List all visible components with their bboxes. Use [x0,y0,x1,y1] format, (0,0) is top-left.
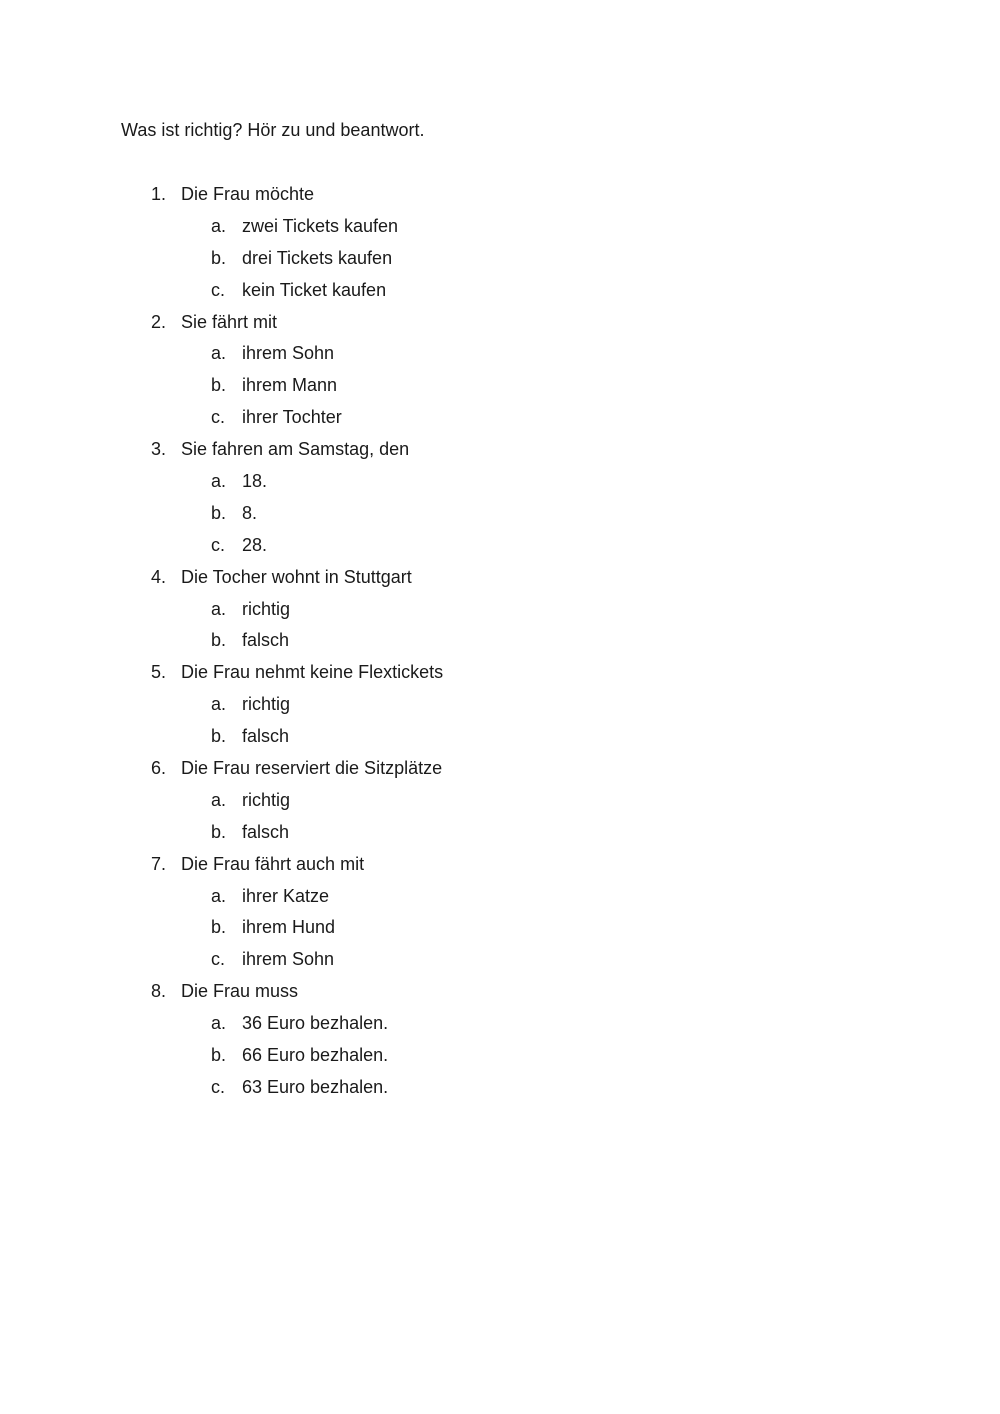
option-text: 28. [242,534,268,555]
answer-option[interactable] [0,947,1000,979]
question-7 [0,852,1000,884]
option-letter: b. [211,247,227,268]
answer-option[interactable] [0,278,1000,310]
option-letter: b. [211,502,227,523]
question-text: Die Frau muss [181,981,299,1002]
option-text: ihrem Hund [242,917,336,938]
answer-option[interactable] [0,246,1000,278]
answer-option[interactable] [0,597,1000,629]
question-2 [0,310,1000,342]
option-letter: a. [211,215,227,236]
option-letter: b. [211,821,227,842]
question-text: Die Tocher wohnt in Stuttgart [181,566,412,587]
option-letter: c. [211,949,226,970]
option-letter: a. [211,598,227,619]
question-6 [0,756,1000,788]
answer-option[interactable] [0,788,1000,820]
question-text: Die Frau nehmt keine Flextickets [181,662,444,683]
option-letter: b. [211,630,227,651]
option-text: 36 Euro bezhalen. [242,1013,389,1034]
question-number: 5. [151,662,167,683]
question-4 [0,565,1000,597]
option-text: ihrer Tochter [242,407,342,428]
option-letter: b. [211,726,227,747]
question-number: 8. [151,981,167,1002]
option-letter: c. [211,407,226,428]
question-3 [0,437,1000,469]
option-letter: b. [211,917,227,938]
option-text: kein Ticket kaufen [242,279,387,300]
answer-option[interactable] [0,341,1000,373]
option-letter: c. [211,279,226,300]
question-text: Die Frau reserviert die Sitzplätze [181,758,443,779]
option-text: richtig [242,598,291,619]
option-letter: b. [211,375,227,396]
option-text: 8. [242,502,258,523]
option-text: ihrem Sohn [242,949,335,970]
option-text: richtig [242,694,291,715]
instruction-text: Was ist richtig? Hör zu und beantwort. [121,120,425,140]
option-letter: a. [211,1013,227,1034]
question-text: Die Frau möchte [181,184,315,204]
option-text: richtig [242,789,291,810]
question-8 [0,979,1000,1011]
question-text: Die Frau fährt auch mit [181,853,365,874]
option-text: falsch [242,821,290,842]
option-text: ihrem Mann [242,375,338,396]
question-number: 1. [151,184,167,204]
option-text: ihrem Sohn [242,343,335,364]
question-list [0,182,1000,1107]
option-text: ihrer Katze [242,885,330,906]
option-letter: c. [211,534,226,555]
answer-option[interactable] [0,692,1000,724]
question-number: 3. [151,439,167,460]
answer-option[interactable] [0,628,1000,660]
answer-option[interactable] [0,1075,1000,1107]
answer-option[interactable] [0,1011,1000,1043]
question-number: 4. [151,566,167,587]
question-1 [0,182,1000,214]
question-number: 2. [151,311,167,332]
answer-option[interactable] [0,1043,1000,1075]
option-text: zwei Tickets kaufen [242,215,399,236]
question-number: 6. [151,758,167,779]
question-number: 7. [151,853,167,874]
question-text: Sie fährt mit [181,311,278,332]
option-letter: a. [211,789,227,810]
option-letter: a. [211,343,227,364]
option-text: 63 Euro bezhalen. [242,1076,389,1097]
option-text: drei Tickets kaufen [242,247,393,268]
answer-option[interactable] [0,373,1000,405]
option-text: 18. [242,471,268,492]
option-text: 66 Euro bezhalen. [242,1045,389,1066]
answer-option[interactable] [0,405,1000,437]
answer-option[interactable] [0,501,1000,533]
answer-option[interactable] [0,820,1000,852]
option-letter: a. [211,471,227,492]
option-text: falsch [242,630,290,651]
answer-option[interactable] [0,724,1000,756]
option-text: falsch [242,726,290,747]
answer-option[interactable] [0,915,1000,947]
question-5 [0,660,1000,692]
question-text: Sie fahren am Samstag, den [181,439,410,460]
option-letter: a. [211,885,227,906]
option-letter: a. [211,694,227,715]
answer-option[interactable] [0,214,1000,246]
answer-option[interactable] [0,469,1000,501]
answer-option[interactable] [0,884,1000,916]
option-letter: c. [211,1076,226,1097]
answer-option[interactable] [0,533,1000,565]
option-letter: b. [211,1045,227,1066]
